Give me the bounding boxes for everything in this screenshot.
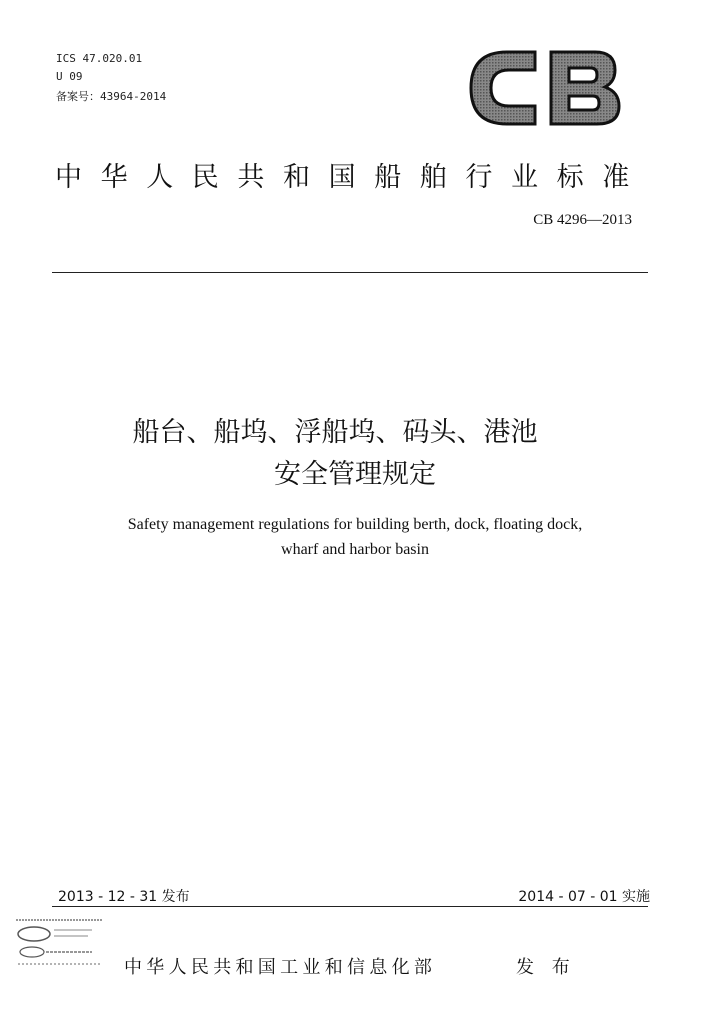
issue-date: 2013 - 12 - 31 发布 [58, 889, 190, 905]
standard-number: CB 4296—2013 [533, 212, 632, 228]
standard-title: 中华人民共和国船舶行业标准 [55, 162, 648, 193]
ics-code: ICS 47.020.01 [56, 52, 143, 65]
cb-logo [465, 44, 625, 132]
publisher-stamp [12, 912, 116, 974]
filing-number: 备案号：43964-2014 [56, 90, 167, 103]
bottom-divider [52, 906, 648, 907]
implement-date: 2014 - 07 - 01 实施 [518, 889, 650, 905]
category-code: U 09 [56, 70, 83, 83]
publish-label: 发 布 [516, 957, 576, 978]
document-title-cn-line2: 安全管理规定 [274, 459, 436, 490]
publisher-name: 中华人民共和国工业和信息化部 [124, 957, 437, 978]
document-title-cn-line1: 船台、船坞、浮船坞、码头、港池 [132, 417, 538, 448]
document-title-en-line2: wharf and harbor basin [281, 541, 429, 558]
top-divider [52, 272, 648, 273]
document-title-en-line1: Safety management regulations for building berth, dock, floating dock, [127, 516, 583, 533]
